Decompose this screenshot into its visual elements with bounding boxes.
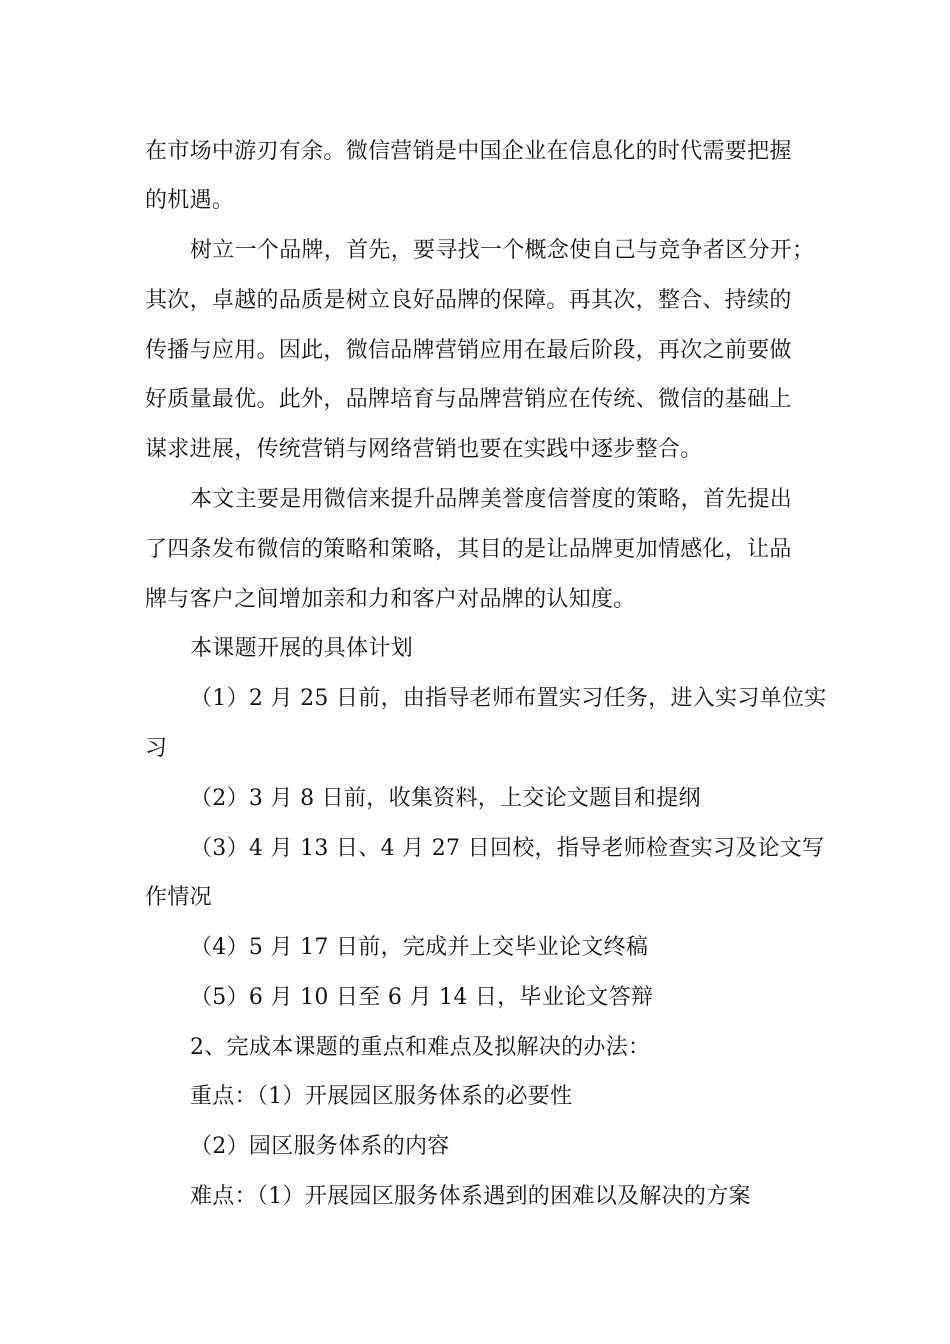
plan-item-1: （1）2 月 25 日前，由指导老师布置实习任务，进入实习单位实 <box>190 686 827 711</box>
paragraph-start-line: 本文主要是用微信来提升品牌美誉度信誉度的策略，首先提出 <box>190 487 793 512</box>
paragraph-start-line: 树立一个品牌，首先，要寻找一个概念使自己与竞争者区分开； <box>190 238 815 263</box>
text-line: 谋求进展，传统营销与网络营销也要在实践中逐步整合。 <box>145 437 703 462</box>
plan-item-4: （4）5 月 17 日前，完成并上交毕业论文终稿 <box>190 935 649 960</box>
difficulty-line: 难点：（1）开展园区服务体系遇到的困难以及解决的方案 <box>190 1184 751 1209</box>
text-line: 了四条发布微信的策略和策略，其目的是让品牌更加情感化，让品 <box>145 537 792 562</box>
key-point-line: （2）园区服务体系的内容 <box>190 1134 450 1159</box>
section-heading: 本课题开展的具体计划 <box>190 636 414 661</box>
plan-item-5: （5）6 月 10 日至 6 月 14 日，毕业论文答辩 <box>190 985 654 1010</box>
text-line: 习 <box>145 736 168 761</box>
text-line: 的机遇。 <box>145 188 235 213</box>
key-point-line: 重点：（1）开展园区服务体系的必要性 <box>190 1084 573 1109</box>
text-line: 好质量最优。此外，品牌培育与品牌营销应在传统、微信的基础上 <box>145 387 792 412</box>
text-line: 牌与客户之间增加亲和力和客户对品牌的认知度。 <box>145 587 636 612</box>
section-heading: 2、完成本课题的重点和难点及拟解决的办法： <box>190 1035 651 1060</box>
plan-item-2: （2）3 月 8 日前，收集资料，上交论文题目和提纲 <box>190 786 701 811</box>
text-line: 其次，卓越的品质是树立良好品牌的保障。再其次，整合、持续的 <box>145 288 792 313</box>
text-line: 传播与应用。因此，微信品牌营销应用在最后阶段，再次之前要做 <box>145 338 792 363</box>
text-line: 在市场中游刃有余。微信营销是中国企业在信息化的时代需要把握 <box>145 139 792 164</box>
text-line: 作情况 <box>145 885 212 910</box>
plan-item-3: （3）4 月 13 日、4 月 27 日回校，指导老师检查实习及论文写 <box>190 836 825 861</box>
